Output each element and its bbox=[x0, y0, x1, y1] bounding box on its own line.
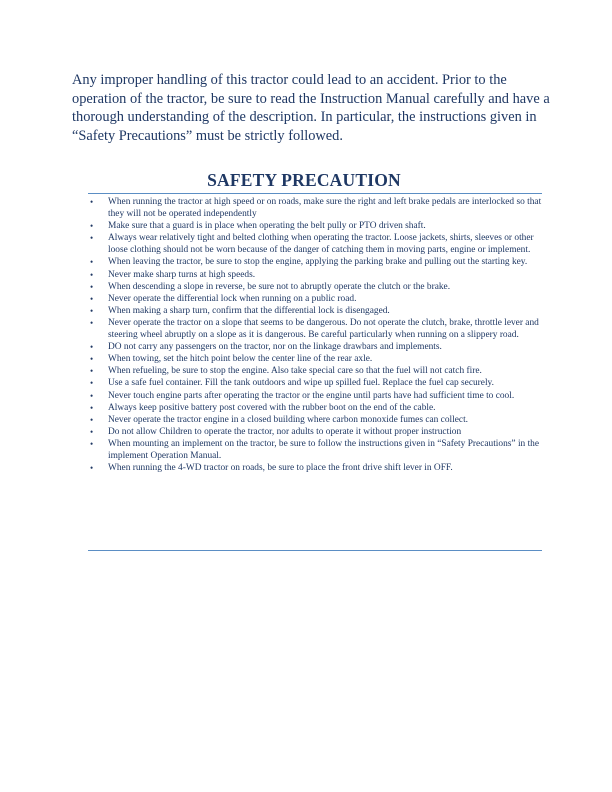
heading-divider bbox=[88, 193, 542, 194]
bullet-icon: • bbox=[90, 438, 94, 449]
bullet-icon: • bbox=[90, 426, 94, 437]
precaution-item bbox=[88, 196, 542, 220]
precaution-item bbox=[88, 402, 542, 414]
precaution-text: DO not carry any passengers on the tractor, nor on the linkage drawbars and implements. bbox=[108, 342, 442, 353]
bullet-icon: • bbox=[90, 342, 94, 353]
precaution-text: When refueling, be sure to stop the engine. Also take special care so that the fuel will not catch fire. bbox=[108, 366, 482, 377]
precaution-text: When making a sharp turn, confirm that the differential lock is disengaged. bbox=[108, 305, 390, 316]
bullet-icon: • bbox=[90, 390, 94, 401]
bullet-icon: • bbox=[90, 233, 94, 244]
bullet-icon: • bbox=[90, 366, 94, 377]
bullet-icon: • bbox=[90, 463, 94, 474]
safety-precaution-list bbox=[88, 196, 542, 474]
bullet-icon: • bbox=[90, 414, 94, 425]
bullet-icon: • bbox=[90, 305, 94, 316]
precaution-text: Never make sharp turns at high speeds. bbox=[108, 269, 256, 280]
precaution-item bbox=[88, 390, 542, 402]
precaution-item bbox=[88, 293, 542, 305]
bullet-icon: • bbox=[90, 293, 94, 304]
precaution-text: Use a safe fuel container. Fill the tank outdoors and wipe up spilled fuel. Replace the fuel cap securely. bbox=[108, 378, 494, 389]
precaution-text: Never operate the differential lock when running on a public road. bbox=[108, 293, 357, 304]
list-bottom-divider bbox=[88, 550, 542, 551]
precaution-item bbox=[88, 317, 542, 341]
precaution-item bbox=[88, 305, 542, 317]
precaution-item bbox=[88, 281, 542, 293]
precaution-text: Make sure that a guard is in place when operating the belt pully or PTO driven shaft. bbox=[108, 221, 426, 232]
precaution-text: When running the tractor at high speed or on roads, make sure the right and left brake pedals are interlocked so that they will not be operated independently bbox=[108, 197, 542, 220]
precaution-text: Do not allow Children to operate the tractor, nor adults to operate it without proper instruction bbox=[108, 426, 462, 437]
precaution-item bbox=[88, 377, 542, 389]
precaution-item bbox=[88, 438, 542, 462]
precaution-item bbox=[88, 232, 542, 256]
section-heading: SAFETY PRECAUTION bbox=[207, 170, 401, 190]
precaution-text: Never touch engine parts after operating the tractor or the engine until parts have had sufficient time to cool. bbox=[108, 390, 515, 401]
precaution-item bbox=[88, 365, 542, 377]
bullet-icon: • bbox=[90, 269, 94, 280]
precaution-item bbox=[88, 353, 542, 365]
precaution-item bbox=[88, 269, 542, 281]
bullet-icon: • bbox=[90, 197, 94, 207]
precaution-text: Never operate the tractor on a slope that seems to be dangerous. Do not operate the clutch, brake, throttle lever and steering wheel abruptly on a slope as it is dangerous. Be careful particularly when running on a slippery road. bbox=[108, 317, 539, 341]
intro-paragraph: Any improper handling of this tractor could lead to an accident. Prior to the operation of the tractor, be sure to read the Instruction Manual carefully and have a thorough understanding of the description. In particular, the instructions given in “Safety Precautions” must be strictly followed. bbox=[72, 72, 550, 144]
precaution-text: When leaving the tractor, be sure to stop the engine, applying the parking brake and pulling out the starting key. bbox=[108, 257, 528, 268]
precaution-text: Always wear relatively tight and belted clothing when operating the tractor. Loose jackets, shirts, sleeves or other loose clothing should not be worn because of the danger of catching them in moving parts, engine or implement. bbox=[108, 233, 534, 256]
precaution-item bbox=[88, 462, 542, 474]
bullet-icon: • bbox=[90, 378, 94, 389]
precaution-text: When running the 4-WD tractor on roads, be sure to place the front drive shift lever in OFF. bbox=[108, 463, 453, 474]
bullet-icon: • bbox=[90, 402, 94, 413]
bullet-icon: • bbox=[90, 257, 94, 268]
precaution-text: When towing, set the hitch point below the center line of the rear axle. bbox=[108, 354, 373, 365]
precaution-text: Never operate the tractor engine in a closed building where carbon monoxide fumes can collect. bbox=[108, 414, 469, 425]
precaution-item bbox=[88, 426, 542, 438]
bullet-icon: • bbox=[90, 221, 94, 232]
precaution-item bbox=[88, 341, 542, 353]
precaution-text: When descending a slope in reverse, be sure not to abruptly operate the clutch or the brake. bbox=[108, 281, 451, 292]
precaution-item bbox=[88, 220, 542, 232]
precaution-text: When mounting an implement on the tractor, be sure to follow the instructions given in “Safety Precautions” in the implement Operation Manual. bbox=[108, 438, 540, 461]
precaution-item bbox=[88, 414, 542, 426]
bullet-icon: • bbox=[90, 317, 94, 328]
bullet-icon: • bbox=[90, 281, 94, 292]
precaution-item bbox=[88, 256, 542, 268]
bullet-icon: • bbox=[90, 354, 94, 365]
precaution-text: Always keep positive battery post covered with the rubber boot on the end of the cable. bbox=[108, 402, 436, 413]
